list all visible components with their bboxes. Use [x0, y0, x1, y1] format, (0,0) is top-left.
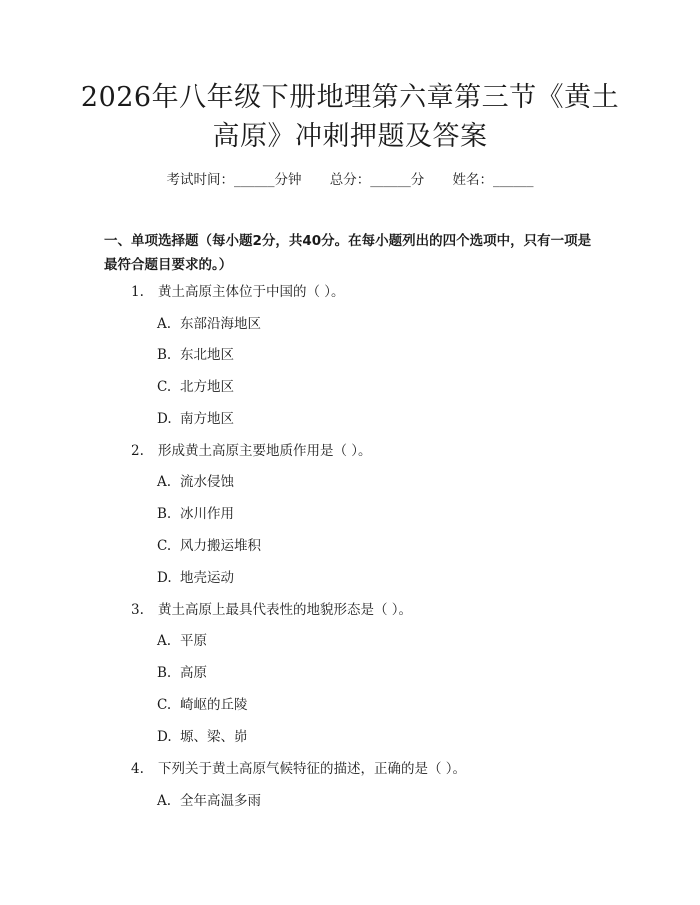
- question-3: [131, 600, 412, 620]
- question-text: 下列关于黄土高原气候特征的描述，正确的是（ ）。: [158, 761, 467, 777]
- question-3-option-b: [157, 663, 207, 683]
- option-text: 崎岖的丘陵: [180, 697, 248, 713]
- option-letter: C.: [157, 538, 172, 554]
- option-letter: C.: [157, 379, 172, 395]
- question-2-option-a: [157, 472, 234, 492]
- question-4-option-a: [157, 791, 261, 811]
- question-number: 3.: [131, 602, 144, 618]
- question-4: [131, 759, 466, 779]
- question-1-option-d: [157, 409, 234, 429]
- option-letter: D.: [157, 729, 172, 745]
- question-2-option-b: [157, 504, 234, 524]
- question-1: [131, 282, 345, 302]
- page-title: 2026年八年级下册地理第六章第三节《黄土高原》冲刺押题及答案: [80, 82, 620, 152]
- option-letter: A.: [157, 793, 172, 809]
- question-text: 形成黄土高原主要地质作用是（ ）。: [158, 443, 372, 459]
- option-text: 地壳运动: [180, 570, 234, 586]
- student-name-field: 姓名：______: [452, 172, 534, 188]
- option-text: 流水侵蚀: [180, 474, 234, 490]
- option-text: 北方地区: [180, 379, 234, 395]
- exam-meta: [0, 168, 700, 188]
- option-text: 东北地区: [180, 347, 234, 363]
- option-text: 高原: [180, 665, 207, 681]
- option-text: 风力搬运堆积: [180, 538, 261, 554]
- question-1-option-a: [157, 314, 261, 334]
- option-text: 全年高温多雨: [180, 793, 261, 809]
- total-score-field: 总分：______分: [329, 172, 425, 188]
- question-1-option-c: [157, 377, 234, 397]
- option-letter: A.: [157, 633, 172, 649]
- option-text: 冰川作用: [180, 506, 234, 522]
- question-3-option-c: [157, 695, 248, 715]
- exam-time-field: 考试时间：______分钟: [166, 172, 302, 188]
- option-text: 塬、梁、峁: [180, 729, 248, 745]
- option-letter: A.: [157, 316, 172, 332]
- option-letter: D.: [157, 570, 172, 586]
- question-3-option-d: [157, 727, 248, 747]
- option-text: 平原: [180, 633, 207, 649]
- question-3-option-a: [157, 631, 207, 651]
- question-2-option-d: [157, 568, 234, 588]
- option-letter: C.: [157, 697, 172, 713]
- section-heading: 一、单项选择题（每小题2分，共40分。在每小题列出的四个选项中，只有一项是最符合题目要求的。）: [104, 233, 592, 273]
- question-number: 2.: [131, 443, 144, 459]
- option-text: 南方地区: [180, 411, 234, 427]
- question-text: 黄土高原上最具代表性的地貌形态是（ ）。: [158, 602, 413, 618]
- option-letter: B.: [157, 506, 172, 522]
- question-number: 4.: [131, 761, 144, 777]
- option-text: 东部沿海地区: [180, 316, 261, 332]
- question-text: 黄土高原主体位于中国的（ ）。: [158, 284, 345, 300]
- question-2: [131, 441, 372, 461]
- question-number: 1.: [131, 284, 144, 300]
- option-letter: B.: [157, 347, 172, 363]
- question-1-option-b: [157, 345, 234, 365]
- option-letter: D.: [157, 411, 172, 427]
- question-2-option-c: [157, 536, 261, 556]
- option-letter: A.: [157, 474, 172, 490]
- option-letter: B.: [157, 665, 172, 681]
